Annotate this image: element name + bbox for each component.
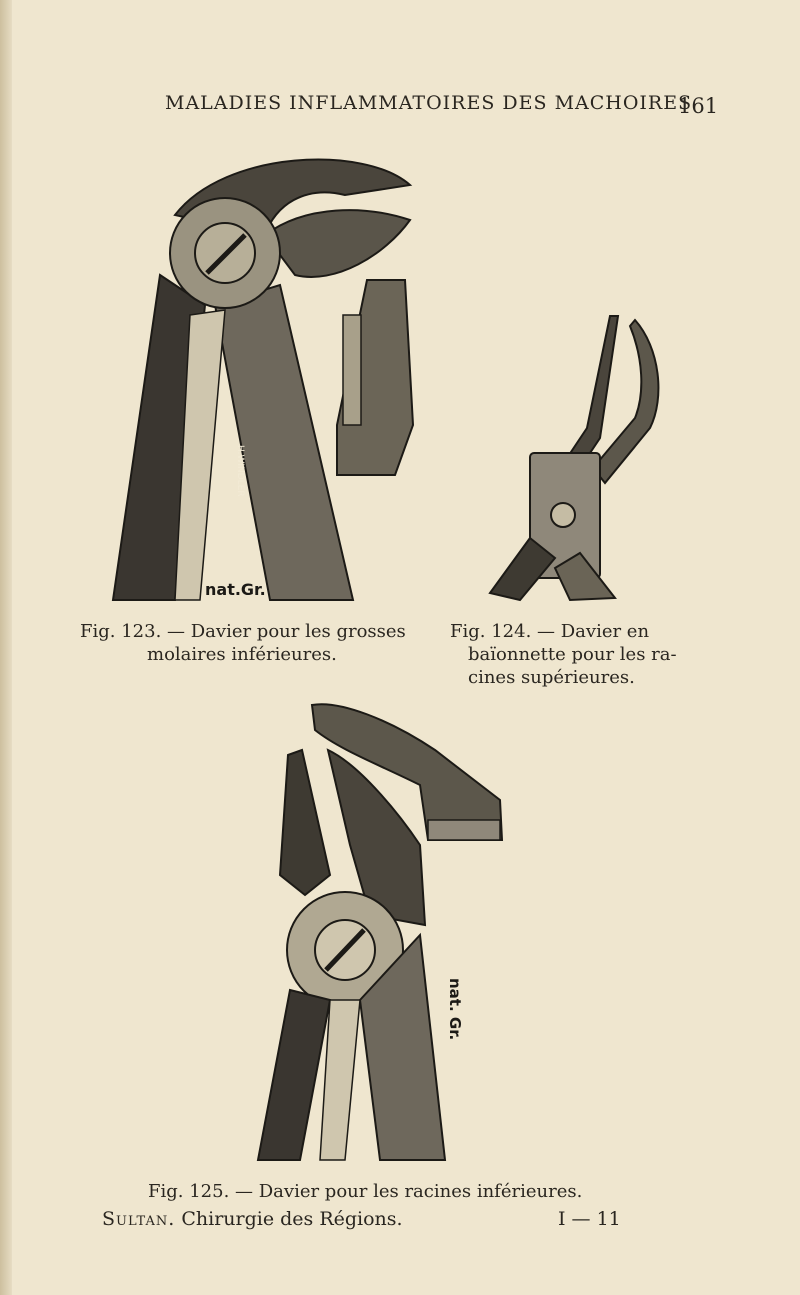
figure-123-scale-stamp: nat.Gr. [205, 580, 266, 599]
figure-124-bayonet-forceps-illustration [485, 308, 675, 606]
figure-123-caption-line2: molaires inférieures. [147, 644, 337, 665]
figure-124-caption-line1: Fig. 124. — Davier en [450, 621, 650, 642]
figure-123-engraving-mark: H.WINDLER [235, 445, 245, 497]
figure-124-caption-line2: baïonnette pour les ra- [468, 644, 677, 665]
figure-124-caption [450, 620, 710, 689]
figure-123-caption-line1: Fig. 123. — Davier pour les grosses [80, 621, 406, 642]
page-footer [102, 1208, 642, 1230]
footer-author: Sultan. [102, 1208, 176, 1230]
page-edge [0, 0, 12, 1295]
footer-signature: I — 11 [558, 1208, 621, 1230]
figure-125-scale-stamp: nat. Gr. [446, 978, 464, 1041]
footer-book-title: Chirurgie des Régions. [181, 1208, 403, 1230]
running-title: MALADIES INFLAMMATOIRES DES MACHOIRES [165, 92, 693, 114]
figure-125-forceps-illustration [250, 695, 510, 1170]
figure-123-caption [80, 620, 440, 666]
figure-125-caption: Fig. 125. — Davier pour les racines inférieures. [148, 1181, 583, 1202]
page-number: 161 [678, 94, 719, 118]
figure-123-forceps-illustration [105, 145, 425, 610]
figure-124-caption-line3: cines supérieures. [468, 667, 635, 688]
running-head [0, 92, 800, 122]
